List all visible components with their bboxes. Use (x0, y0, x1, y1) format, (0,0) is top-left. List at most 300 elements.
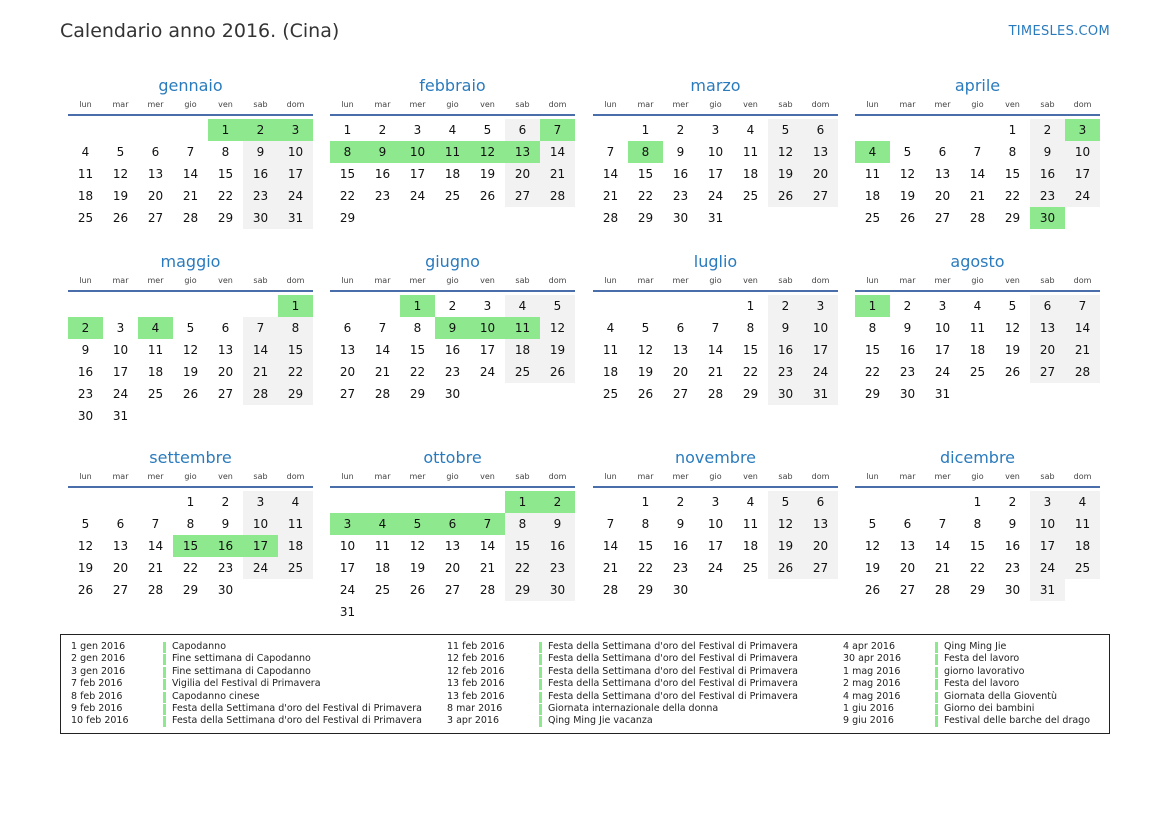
day-cell: 16 (768, 339, 803, 361)
day-cell: 17 (707, 539, 724, 553)
site-link[interactable]: TIMESLES.COM (1008, 24, 1110, 39)
legend-date: 4 apr 2016 (843, 641, 896, 652)
day-cell: 10 (1030, 513, 1065, 535)
day-cell: 3 (938, 299, 947, 313)
day-cell: 27 (217, 387, 234, 401)
day-cell: 16 (540, 535, 575, 557)
day-cell: 6 (676, 321, 685, 335)
day-cell: 4 (278, 491, 313, 513)
legend-holiday-name: Qing Ming Jie (944, 641, 1007, 652)
day-cell: 14 (243, 339, 278, 361)
empty-cell (593, 295, 628, 317)
weekday-label: dom (811, 472, 830, 481)
legend-item (71, 653, 422, 665)
weekday-header (593, 98, 838, 116)
weekday-label: gio (446, 276, 459, 285)
legend-date: 9 feb 2016 (71, 702, 123, 714)
day-cell: 27 (147, 211, 164, 225)
weekday-label: gio (184, 276, 197, 285)
weekday-header (330, 470, 575, 488)
legend-holiday-name: Festa della Settimana d'oro del Festival di Primavera (548, 665, 798, 677)
legend-holiday-name: Qing Ming Jie vacanza (548, 715, 653, 727)
day-cell: 15 (339, 167, 356, 181)
day-cell: 14 (1065, 317, 1100, 339)
month-giugno (330, 251, 575, 405)
legend-date: 2 gen 2016 (71, 653, 126, 665)
day-cell: 13 (803, 141, 838, 163)
day-cell: 11 (278, 513, 313, 535)
month-name: giugno (425, 252, 480, 271)
day-cell: 4 (505, 295, 540, 317)
month-aprile (855, 75, 1100, 229)
weekday-label: sab (1040, 100, 1055, 109)
holiday-day-cell: 1 (505, 491, 540, 513)
day-cell: 5 (768, 119, 803, 141)
legend-item (843, 691, 1090, 703)
day-cell: 29 (637, 211, 654, 225)
holiday-day-cell: 3 (1065, 119, 1100, 141)
day-cell: 9 (676, 517, 685, 531)
holiday-day-cell: 2 (243, 119, 278, 141)
day-cell: 7 (606, 517, 615, 531)
month-name: agosto (950, 252, 1005, 271)
holiday-marker-icon (539, 704, 542, 715)
day-cell: 24 (112, 387, 129, 401)
day-cell: 15 (278, 339, 313, 361)
day-cell: 27 (339, 387, 356, 401)
day-cell: 19 (768, 535, 803, 557)
day-cell: 16 (672, 167, 689, 181)
weekday-label: sab (778, 100, 793, 109)
day-cell: 9 (768, 317, 803, 339)
day-cell: 25 (742, 189, 759, 203)
holiday-marker-icon (163, 704, 166, 715)
legend-holiday-name: Festa della Settimana d'oro del Festival di Primavera (548, 690, 798, 702)
day-cell: 2 (1008, 495, 1017, 509)
day-cell: 10 (707, 145, 724, 159)
legend-item (843, 641, 1090, 653)
day-cell: 20 (1030, 339, 1065, 361)
day-grid (68, 491, 313, 601)
day-cell: 8 (641, 517, 650, 531)
day-cell: 8 (868, 321, 877, 335)
weekday-label: ven (218, 100, 233, 109)
day-cell: 14 (540, 141, 575, 163)
day-cell: 20 (217, 365, 234, 379)
weekday-label: mar (374, 276, 391, 285)
day-cell: 31 (112, 409, 129, 423)
weekday-label: mar (112, 100, 129, 109)
holiday-day-cell: 12 (470, 141, 505, 163)
day-cell: 10 (339, 539, 356, 553)
legend-column (447, 641, 798, 728)
day-cell: 10 (707, 517, 724, 531)
holiday-day-cell: 15 (173, 535, 208, 557)
day-cell: 28 (969, 211, 986, 225)
empty-cell (68, 119, 103, 141)
day-cell: 31 (1030, 579, 1065, 601)
empty-cell (890, 491, 925, 513)
weekday-label: gio (971, 276, 984, 285)
empty-cell (435, 491, 470, 513)
day-cell: 28 (374, 387, 391, 401)
day-cell: 21 (479, 561, 496, 575)
day-cell: 25 (505, 361, 540, 383)
holiday-day-cell: 10 (400, 141, 435, 163)
day-cell: 30 (899, 387, 916, 401)
month-name: dicembre (939, 448, 1016, 467)
day-cell: 13 (112, 539, 129, 553)
day-cell: 22 (969, 561, 986, 575)
day-cell: 3 (711, 495, 720, 509)
day-cell: 12 (112, 167, 129, 181)
weekday-label: mer (934, 276, 951, 285)
day-cell: 27 (899, 583, 916, 597)
day-cell: 25 (374, 583, 391, 597)
day-cell: 29 (409, 387, 426, 401)
holiday-marker-icon (539, 679, 542, 690)
day-cell: 22 (339, 189, 356, 203)
day-cell: 26 (479, 189, 496, 203)
holiday-day-cell: 6 (435, 513, 470, 535)
day-cell: 12 (637, 343, 654, 357)
day-cell: 6 (505, 119, 540, 141)
weekday-header (855, 470, 1100, 488)
holiday-marker-icon (163, 667, 166, 678)
day-cell: 6 (221, 321, 230, 335)
legend-date: 4 mag 2016 (843, 690, 901, 702)
empty-cell (208, 295, 243, 317)
day-cell: 24 (339, 583, 356, 597)
day-cell: 1 (746, 299, 755, 313)
day-cell: 17 (707, 167, 724, 181)
day-cell: 17 (934, 343, 951, 357)
day-cell: 6 (938, 145, 947, 159)
empty-cell (103, 295, 138, 317)
holiday-marker-icon (539, 692, 542, 703)
month-agosto (855, 251, 1100, 405)
legend-holiday-name: Festa della Settimana d'oro del Festival di Primavera (172, 715, 422, 727)
day-cell: 16 (899, 343, 916, 357)
day-cell: 24 (1030, 557, 1065, 579)
weekday-label: ven (480, 472, 495, 481)
day-cell: 9 (81, 343, 90, 357)
day-cell: 16 (444, 343, 461, 357)
month-name: marzo (690, 76, 741, 95)
day-cell: 26 (899, 211, 916, 225)
weekday-label: gio (709, 472, 722, 481)
day-cell: 2 (676, 495, 685, 509)
day-cell: 25 (864, 211, 881, 225)
empty-cell (243, 295, 278, 317)
holiday-legend (60, 634, 1110, 734)
month-ottobre (330, 447, 575, 623)
day-cell: 3 (1030, 491, 1065, 513)
day-cell: 25 (278, 557, 313, 579)
day-cell: 30 (768, 383, 803, 405)
day-cell: 22 (217, 189, 234, 203)
month-dicembre (855, 447, 1100, 601)
day-cell: 5 (1008, 299, 1017, 313)
day-cell: 22 (409, 365, 426, 379)
day-cell: 12 (409, 539, 426, 553)
legend-date: 11 feb 2016 (447, 641, 505, 652)
day-cell: 8 (221, 145, 230, 159)
day-cell: 21 (243, 361, 278, 383)
weekday-label: mer (934, 472, 951, 481)
day-cell: 15 (637, 539, 654, 553)
holiday-marker-icon (935, 679, 938, 690)
legend-item (447, 715, 798, 727)
day-cell: 4 (746, 495, 755, 509)
weekday-label: gio (446, 472, 459, 481)
day-cell: 8 (505, 513, 540, 535)
day-cell: 24 (803, 361, 838, 383)
day-cell: 28 (147, 583, 164, 597)
day-cell: 30 (540, 579, 575, 601)
day-cell: 8 (1008, 145, 1017, 159)
day-cell: 16 (374, 167, 391, 181)
day-grid (855, 491, 1100, 601)
day-cell: 7 (186, 145, 195, 159)
day-cell: 6 (1030, 295, 1065, 317)
holiday-day-cell: 3 (278, 119, 313, 141)
legend-holiday-name: Giornata internazionale della donna (548, 702, 719, 714)
day-cell: 12 (899, 167, 916, 181)
weekday-label: dom (1073, 100, 1092, 109)
holiday-day-cell: 8 (330, 141, 365, 163)
day-cell: 3 (243, 491, 278, 513)
holiday-day-cell: 11 (435, 141, 470, 163)
holiday-marker-icon (935, 642, 938, 653)
legend-item (71, 703, 422, 715)
legend-item (447, 653, 798, 665)
day-cell: 19 (77, 561, 94, 575)
day-grid (330, 119, 575, 229)
legend-holiday-name: Festa della Settimana d'oro del Festival di Primavera (548, 678, 798, 690)
day-cell: 5 (186, 321, 195, 335)
day-cell: 2 (676, 123, 685, 137)
day-cell: 10 (112, 343, 129, 357)
day-cell: 24 (243, 557, 278, 579)
legend-item (447, 703, 798, 715)
day-cell: 11 (77, 167, 94, 181)
empty-cell (68, 295, 103, 317)
day-cell: 28 (934, 583, 951, 597)
legend-date: 8 mar 2016 (447, 702, 503, 714)
day-cell: 7 (606, 145, 615, 159)
day-cell: 5 (483, 123, 492, 137)
day-cell: 16 (243, 163, 278, 185)
day-cell: 2 (903, 299, 912, 313)
empty-cell (628, 295, 663, 317)
day-cell: 6 (151, 145, 160, 159)
day-cell: 31 (803, 383, 838, 405)
day-cell: 9 (1008, 517, 1017, 531)
day-cell: 1 (186, 495, 195, 509)
day-cell: 17 (278, 163, 313, 185)
legend-item (71, 666, 422, 678)
day-cell: 26 (1004, 365, 1021, 379)
day-cell: 29 (969, 583, 986, 597)
day-cell: 19 (899, 189, 916, 203)
day-cell: 12 (182, 343, 199, 357)
weekday-label: gio (709, 100, 722, 109)
weekday-label: lun (341, 100, 354, 109)
weekday-label: sab (515, 276, 530, 285)
day-cell: 19 (112, 189, 129, 203)
day-cell: 28 (243, 383, 278, 405)
day-cell: 30 (243, 207, 278, 229)
weekday-label: dom (286, 472, 305, 481)
holiday-marker-icon (539, 716, 542, 727)
day-cell: 30 (672, 211, 689, 225)
legend-holiday-name: Capodanno cinese (172, 690, 260, 702)
day-cell: 20 (803, 535, 838, 557)
day-cell: 1 (641, 123, 650, 137)
day-cell: 27 (934, 211, 951, 225)
weekday-label: ven (1005, 276, 1020, 285)
legend-date: 1 giu 2016 (843, 702, 894, 714)
day-cell: 26 (864, 583, 881, 597)
day-cell: 11 (742, 517, 759, 531)
day-cell: 18 (278, 535, 313, 557)
day-grid (855, 295, 1100, 405)
day-cell: 19 (768, 163, 803, 185)
day-cell: 23 (672, 561, 689, 575)
weekday-label: lun (604, 100, 617, 109)
day-cell: 7 (151, 517, 160, 531)
day-cell: 31 (934, 387, 951, 401)
day-cell: 25 (1065, 557, 1100, 579)
weekday-label: lun (604, 472, 617, 481)
day-cell: 16 (1030, 163, 1065, 185)
legend-item (447, 691, 798, 703)
weekday-label: lun (341, 472, 354, 481)
day-cell: 9 (243, 141, 278, 163)
day-cell: 22 (505, 557, 540, 579)
month-luglio (593, 251, 838, 405)
day-cell: 15 (637, 167, 654, 181)
day-cell: 23 (1030, 185, 1065, 207)
month-name: novembre (674, 448, 757, 467)
empty-cell (173, 295, 208, 317)
day-cell: 21 (374, 365, 391, 379)
day-cell: 25 (742, 561, 759, 575)
day-cell: 7 (973, 145, 982, 159)
day-grid (330, 295, 575, 405)
legend-date: 10 feb 2016 (71, 715, 129, 727)
holiday-marker-icon (163, 654, 166, 665)
holiday-day-cell: 5 (400, 513, 435, 535)
day-cell: 28 (602, 211, 619, 225)
day-cell: 23 (1004, 561, 1021, 575)
day-cell: 25 (147, 387, 164, 401)
holiday-day-cell: 17 (243, 535, 278, 557)
day-cell: 19 (1004, 343, 1021, 357)
day-cell: 21 (707, 365, 724, 379)
weekday-label: mer (672, 100, 689, 109)
weekday-label: mar (374, 472, 391, 481)
day-cell: 23 (243, 185, 278, 207)
day-cell: 31 (278, 207, 313, 229)
day-cell: 21 (934, 561, 951, 575)
holiday-day-cell: 1 (208, 119, 243, 141)
day-cell: 27 (505, 185, 540, 207)
weekday-label: lun (866, 100, 879, 109)
legend-holiday-name: Vigilia del Festival di Primavera (172, 678, 321, 690)
day-cell: 27 (803, 557, 838, 579)
weekday-label: ven (218, 472, 233, 481)
weekday-label: gio (971, 100, 984, 109)
day-grid (855, 119, 1100, 229)
legend-holiday-name: giorno lavorativo (944, 665, 1025, 677)
weekday-label: mer (147, 472, 164, 481)
weekday-label: lun (341, 276, 354, 285)
day-cell: 2 (448, 299, 457, 313)
day-cell: 11 (864, 167, 881, 181)
day-cell: 23 (672, 189, 689, 203)
day-cell: 17 (1030, 535, 1065, 557)
weekday-label: mar (637, 100, 654, 109)
day-grid (68, 295, 313, 427)
day-cell: 21 (969, 189, 986, 203)
month-gennaio (68, 75, 313, 229)
holiday-day-cell: 2 (68, 317, 103, 339)
day-cell: 13 (1030, 317, 1065, 339)
legend-item (71, 678, 422, 690)
day-cell: 22 (278, 361, 313, 383)
holiday-marker-icon (163, 642, 166, 653)
day-cell: 26 (409, 583, 426, 597)
day-cell: 31 (339, 605, 356, 619)
day-cell: 14 (479, 539, 496, 553)
weekday-label: dom (811, 100, 830, 109)
day-cell: 24 (707, 561, 724, 575)
day-cell: 1 (1008, 123, 1017, 137)
holiday-day-cell: 1 (278, 295, 313, 317)
day-cell: 11 (602, 343, 619, 357)
day-cell: 21 (602, 189, 619, 203)
month-name: ottobre (423, 448, 482, 467)
day-cell: 11 (1065, 513, 1100, 535)
empty-cell (138, 295, 173, 317)
weekday-label: gio (184, 100, 197, 109)
weekday-label: mar (637, 472, 654, 481)
day-cell: 23 (374, 189, 391, 203)
legend-holiday-name: Festa della Settimana d'oro del Festival di Primavera (548, 641, 798, 652)
day-cell: 23 (899, 365, 916, 379)
day-cell: 7 (378, 321, 387, 335)
empty-cell (890, 119, 925, 141)
legend-date: 3 apr 2016 (447, 715, 500, 727)
holiday-marker-icon (935, 667, 938, 678)
month-name: settembre (149, 448, 232, 467)
empty-cell (330, 491, 365, 513)
day-cell: 21 (1065, 339, 1100, 361)
day-cell: 13 (147, 167, 164, 181)
empty-cell (855, 119, 890, 141)
month-marzo (593, 75, 838, 229)
empty-cell (925, 491, 960, 513)
day-cell: 27 (803, 185, 838, 207)
holiday-day-cell: 1 (400, 295, 435, 317)
holiday-marker-icon (935, 716, 938, 727)
weekday-label: mar (899, 276, 916, 285)
day-cell: 15 (505, 535, 540, 557)
day-cell: 20 (899, 561, 916, 575)
day-cell: 30 (217, 583, 234, 597)
